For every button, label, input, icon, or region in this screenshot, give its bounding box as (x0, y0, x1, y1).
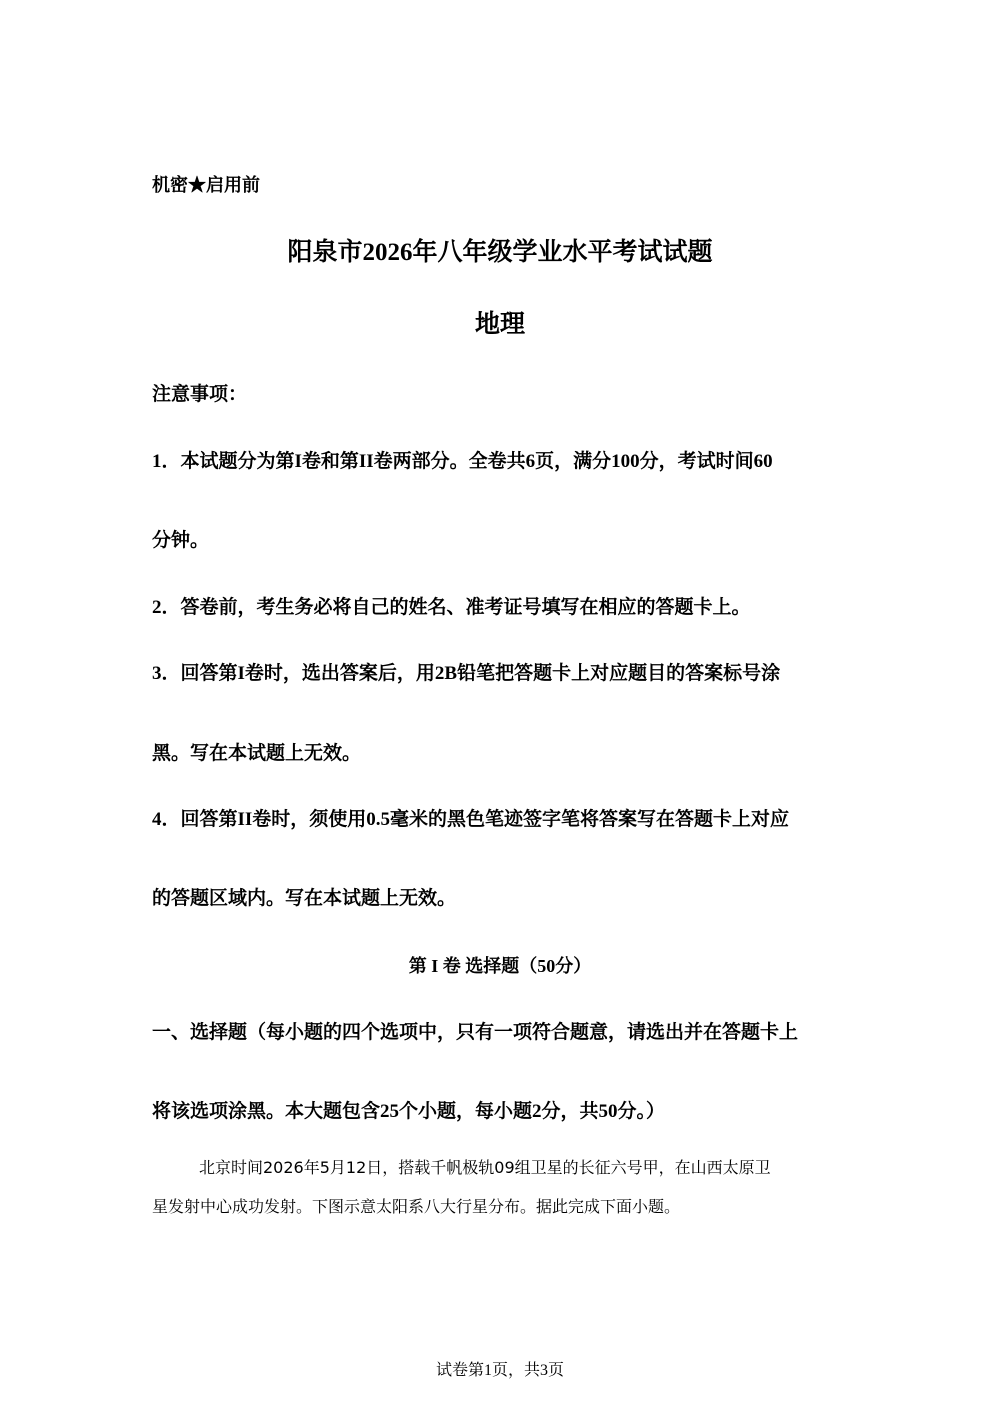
notice-heading: 注意事项： (152, 384, 248, 405)
notice-item-4-line-2: 的答题区域内。写在本试题上无效。 (152, 888, 457, 909)
confidential-label: 机密★启用前 (152, 175, 260, 195)
section-instruction-line-2: 将该选项涂黑。本大题包含25个小题，每小题2分，共50分。） (152, 1101, 666, 1122)
page-footer: 试卷第1页，共3页 (435, 1362, 564, 1379)
passage-line-2: 星发射中心成功发射。下图示意太阳系八大行星分布。据此完成下面小题。 (152, 1197, 681, 1216)
notice-item-1-line-2: 分钟。 (152, 530, 210, 551)
notice-item-3-line-1: 3．回答第I卷时，选出答案后，用2B铅笔把答题卡上对应题目的答案标号涂 (152, 663, 781, 684)
notice-item-4-line-1: 4．回答第II卷时，须使用0.5毫米的黑色笔迹签字笔将答案写在答题卡上对应 (152, 809, 790, 830)
subject-title: 地理 (474, 311, 525, 338)
notice-item-2: 2．答卷前，考生务必将自己的姓名、准考证号填写在相应的答题卡上。 (152, 597, 751, 618)
passage-line-1: 北京时间2026年5月12日，搭载千帆极轨09组卫星的长征六号甲，在山西太原卫 (199, 1158, 771, 1177)
notice-item-1-line-1: 1．本试题分为第I卷和第II卷两部分。全卷共6页，满分100分，考试时间60 (152, 451, 773, 472)
section-title: 第 I 卷 选择题（50分） (408, 956, 592, 976)
notice-item-3-line-2: 黑。写在本试题上无效。 (152, 743, 362, 764)
exam-title: 阳泉市2026年八年级学业水平考试试题 (287, 239, 713, 266)
section-instruction-line-1: 一、选择题（每小题的四个选项中，只有一项符合题意，请选出并在答题卡上 (152, 1022, 799, 1043)
